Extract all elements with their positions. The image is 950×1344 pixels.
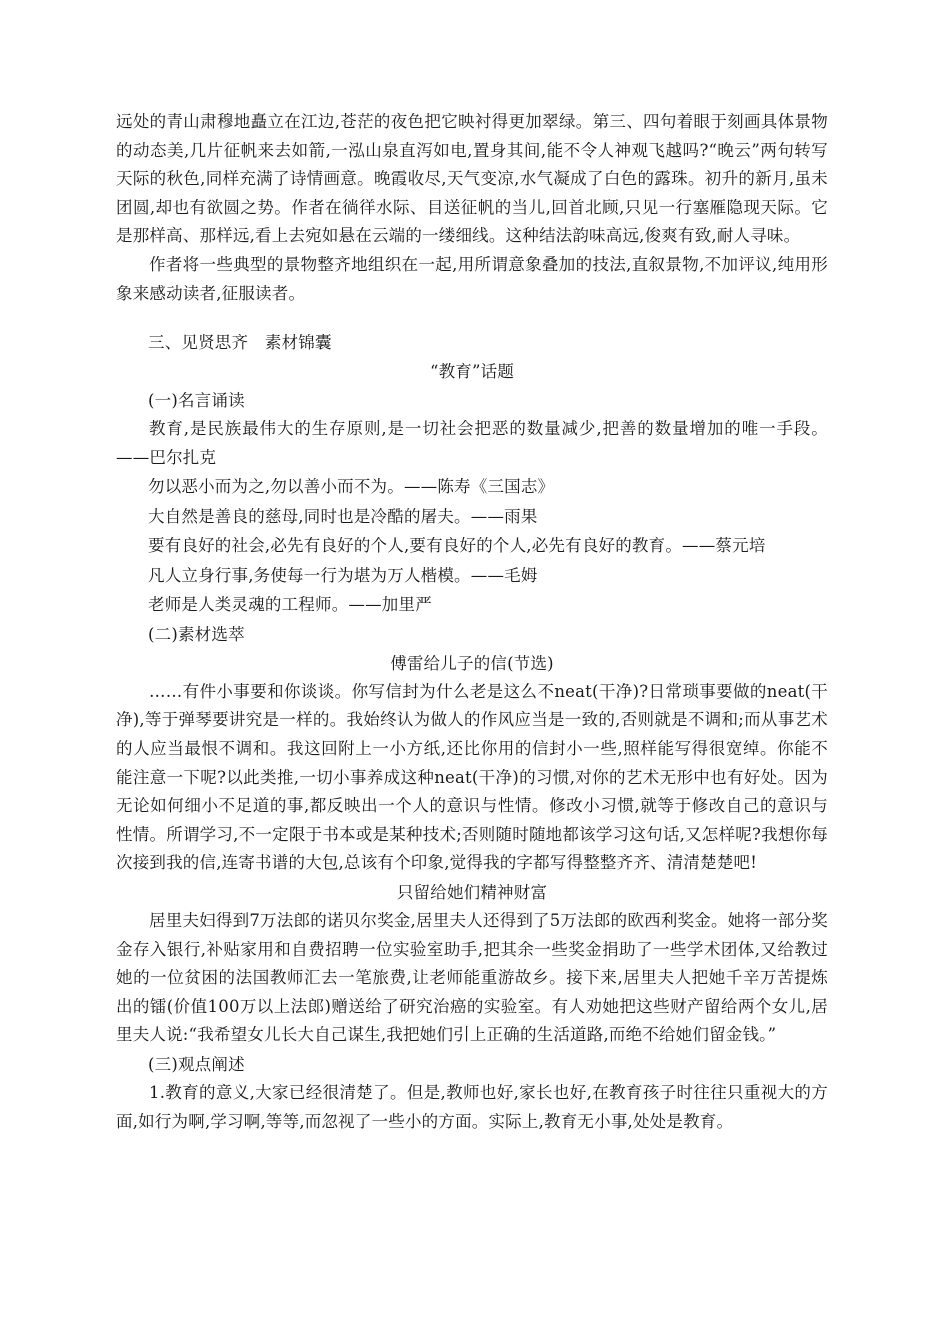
subsection-heading-viewpoints: (三)观点阐述 xyxy=(148,1054,245,1074)
story-title: 傅雷给儿子的信(节选) xyxy=(390,653,554,673)
intro-paragraph-2: 作者将一些典型的景物整齐地组织在一起,用所谓意象叠加的技法,直叙景物,不加评议,纯用形象来感动读者,征服读者。 xyxy=(116,254,828,303)
subsection-heading-quotes: (一)名言诵读 xyxy=(148,391,245,411)
quote-item: 大自然是善良的慈母,同时也是冷酷的屠夫。——雨果 xyxy=(148,506,538,526)
story-body: 居里夫妇得到7万法郎的诺贝尔奖金,居里夫人还得到了5万法郎的欧西利奖金。她将一部分奖金存入银行,补贴家用和自费招聘一位实验室助手,把其余一些奖金捐助了一些学术团体,又给教过她的一位贫困的法国教师汇去一笔旅费,让老师能重游故乡。接下来,居里夫人把她千辛万苦提炼出的镭(价值100万以上法郎)赠送给了研究治癌的实验室。有人劝她把这些财产留给两个女儿,居里夫人说:“我希望女儿长大自己谋生,我把她们引上正确的生活道路,而绝不给她们留金钱。” xyxy=(116,911,828,1045)
topic-title: “教育”话题 xyxy=(429,362,515,382)
quote-item: 凡人立身行事,务使每一行为堪为万人楷模。——毛姆 xyxy=(148,565,538,585)
section-heading: 三、见贤思齐 素材锦囊 xyxy=(148,333,332,353)
quote-item: 勿以恶小而为之,勿以善小而不为。——陈寿《三国志》 xyxy=(148,477,555,497)
quote-item: 老师是人类灵魂的工程师。——加里严 xyxy=(148,595,432,615)
quote-item: 要有良好的社会,必先有良好的个人,要有良好的个人,必先有良好的教育。——蔡元培 xyxy=(148,536,766,556)
viewpoint-item: 1.教育的意义,大家已经很清楚了。但是,教师也好,家长也好,在教育孩子时往往只重视大的方面,如行为啊,学习啊,等等,而忽视了一些小的方面。实际上,教育无小事,处处是教育。 xyxy=(116,1082,828,1131)
subsection-heading-materials: (二)素材选萃 xyxy=(148,624,245,644)
quote-item: 教育,是民族最伟大的生存原则,是一切社会把恶的数量减少,把善的数量增加的唯一手段。——巴尔扎克 xyxy=(116,419,828,467)
story-body: ……有件小事要和你谈谈。你写信封为什么老是这么不neat(干净)?日常琐事要做的neat(干净),等于弹琴要讲究是一样的。我始终认为做人的作风应当是一致的,否则就是不调和;而从事艺术的人应当最恨不调和。我这回附上一小方纸,还比你用的信封小一些,照样能写得很宽绰。你能不能注意一下呢?以此类推,一切小事养成这种neat(干净)的习惯,对你的艺术无形中也有好处。因为无论如何细小不足道的事,都反映出一个人的意识与性情。修改小习惯,就等于修改自己的意识与性情。所谓学习,不一定限于书本或是某种技术;否则随时随地都该学习这句话,又怎样呢?我想你每次接到我的信,连寄书谱的大包,总该有个印象,觉得我的字都写得整整齐齐、清清楚楚吧! xyxy=(116,681,828,873)
document-page xyxy=(116,108,828,1136)
story-title: 只留给她们精神财富 xyxy=(396,883,548,902)
intro-paragraph-1: 远处的青山肃穆地矗立在江边,苍茫的夜色把它映衬得更加翠绿。第三、四句着眼于刻画具体景物的动态美,几片征帆来去如箭,一泓山泉直泻如电,置身其间,能不令人神观飞越吗?“晚云”两句转写天际的秋色,同样充满了诗情画意。晚霞收尽,天气变凉,水气凝成了白色的露珠。初升的新月,虽未团圆,却也有欲圆之势。作者在徜徉水际、目送征帆的当儿,回首北顾,只见一行塞雁隐现天际。它是那样高、那样远,看上去宛如悬在云端的一缕细线。这种结法韵味高远,俊爽有致,耐人寻味。 xyxy=(116,112,828,246)
